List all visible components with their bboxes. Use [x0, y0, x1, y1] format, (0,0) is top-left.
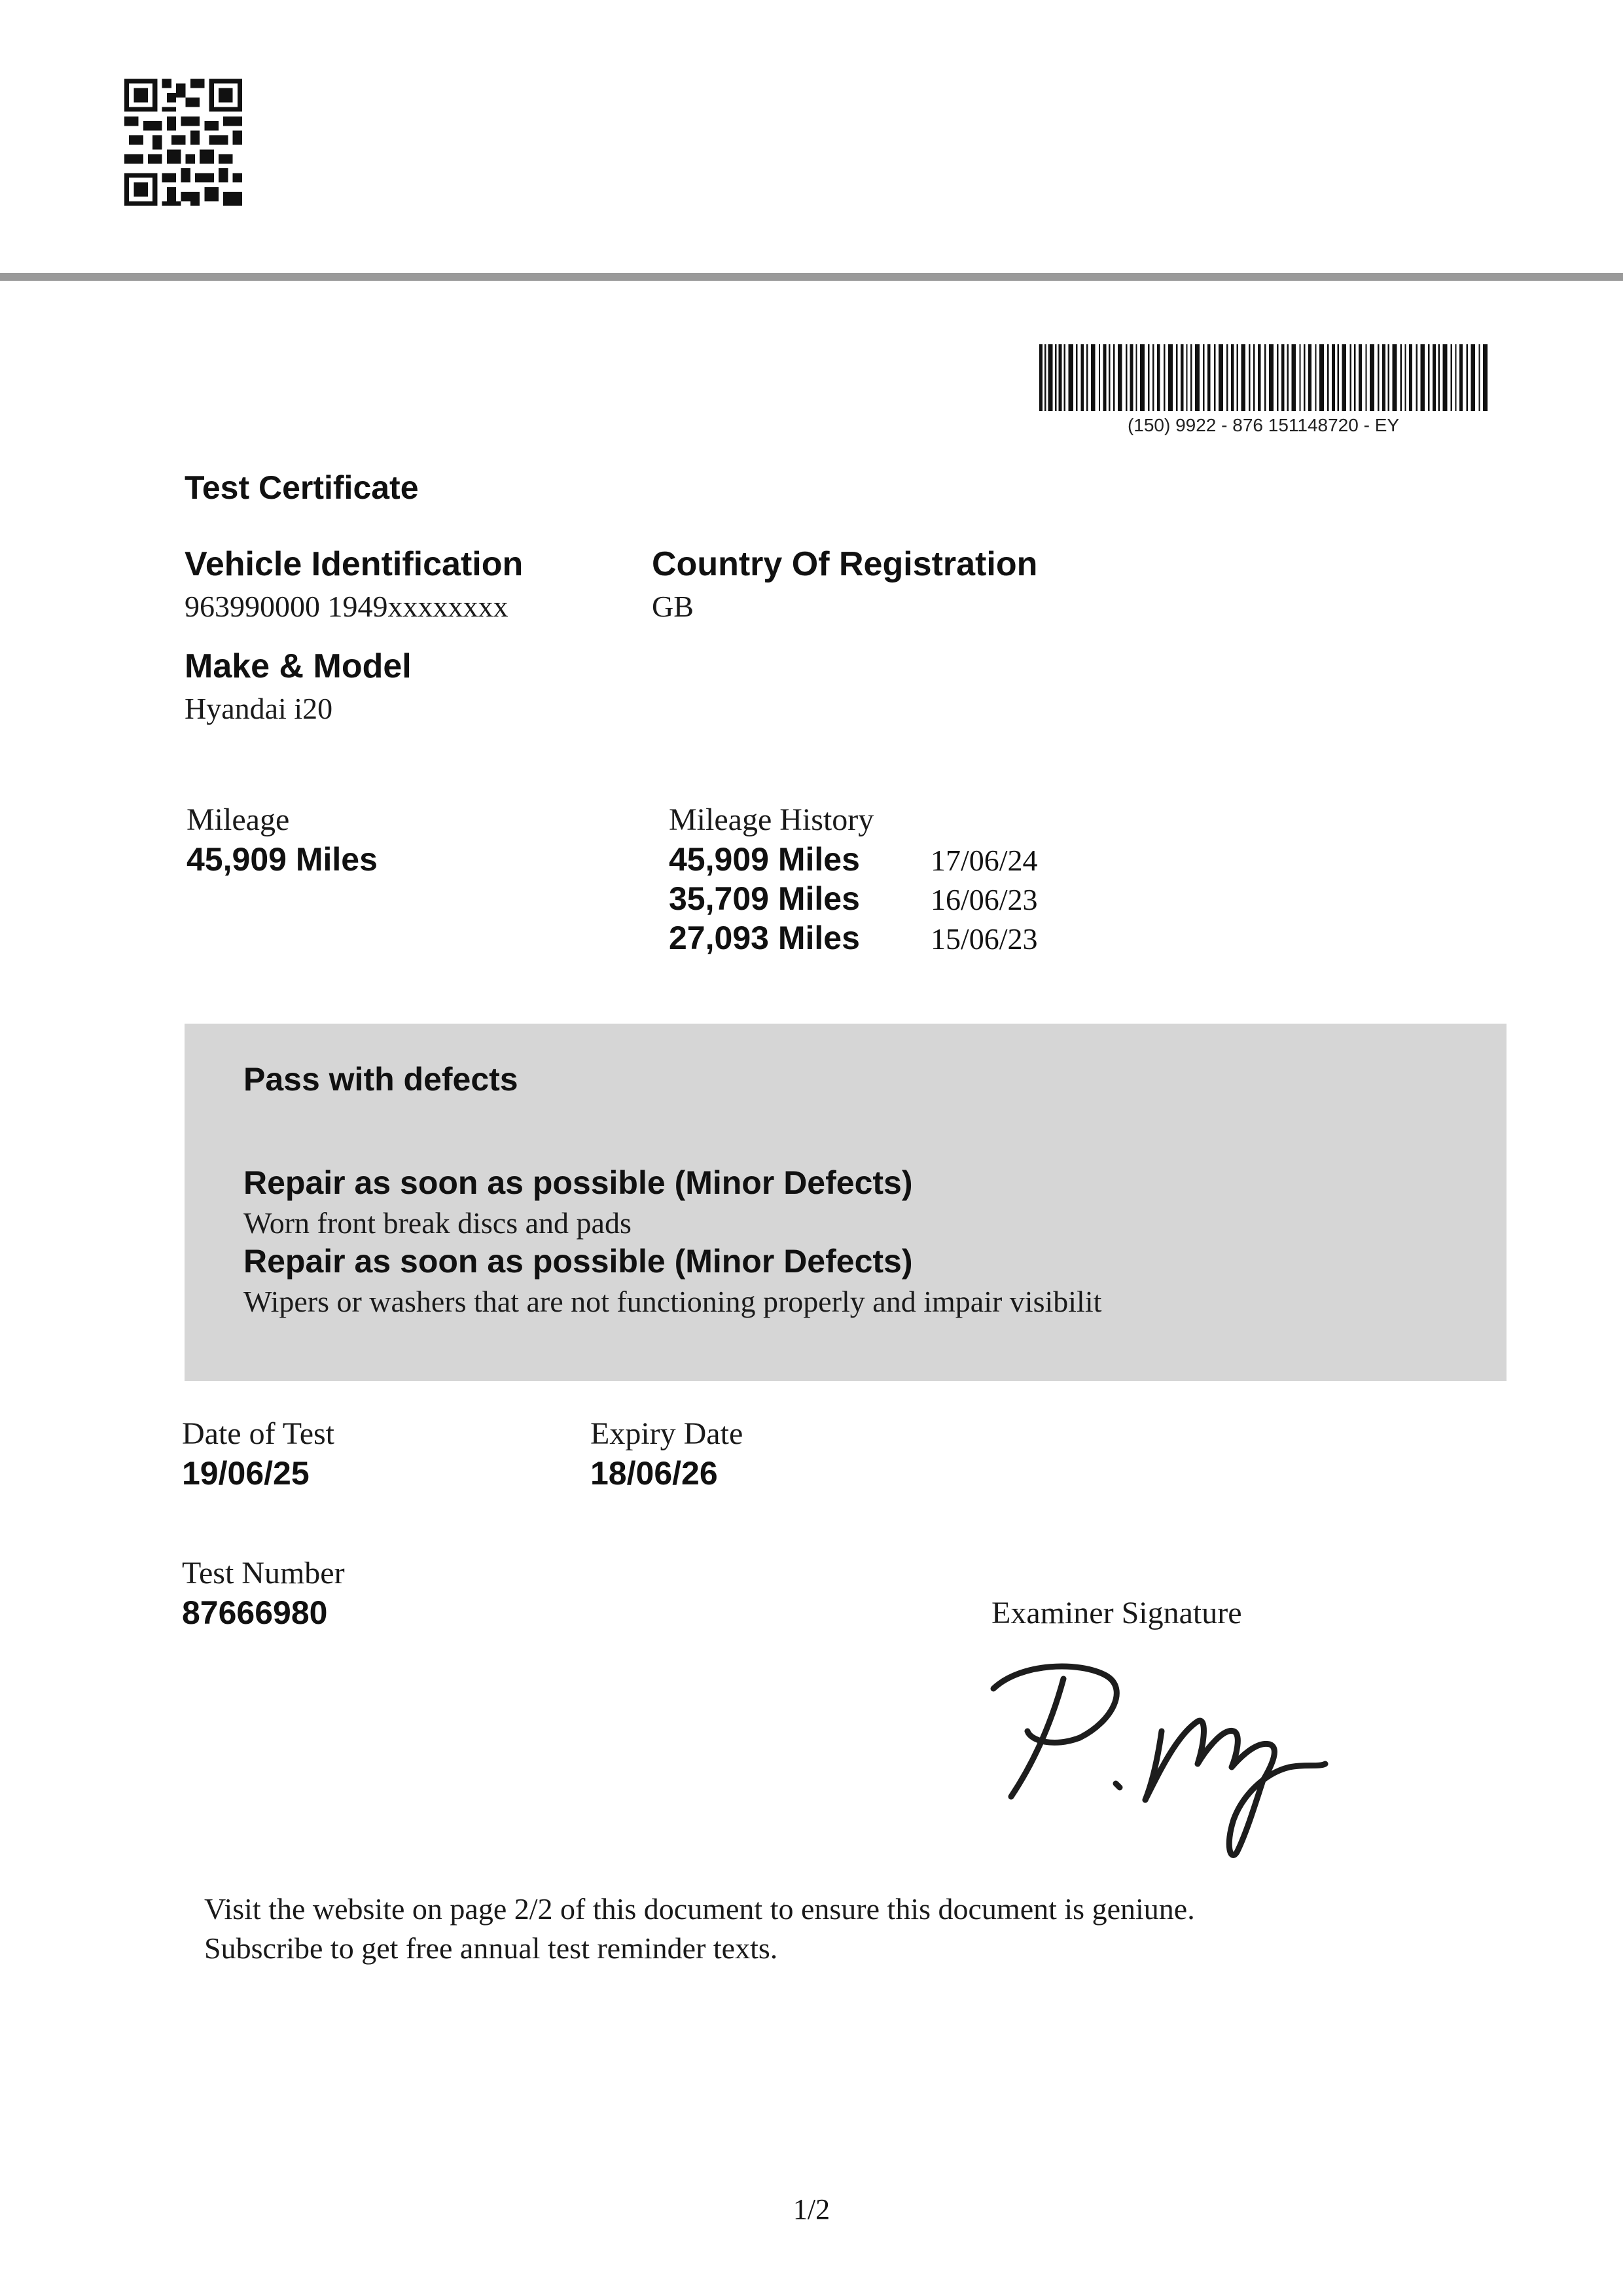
defect-description: Worn front break discs and pads	[243, 1206, 632, 1240]
vehicle-identification-value: 963990000 1949xxxxxxxx	[185, 590, 508, 623]
qr-code	[124, 79, 242, 206]
mileage-history-date: 17/06/24	[931, 844, 1038, 877]
expiry-date-value: 18/06/26	[590, 1455, 718, 1492]
test-number-value: 87666980	[182, 1594, 328, 1631]
date-of-test-value: 19/06/25	[182, 1455, 310, 1492]
mileage-history-date: 16/06/23	[931, 883, 1038, 916]
date-of-test-label: Date of Test	[182, 1416, 335, 1451]
test-result-status: Pass with defects	[243, 1061, 518, 1098]
vehicle-identification-label: Vehicle Identification	[185, 545, 524, 583]
mileage-label: Mileage	[187, 802, 290, 837]
barcode	[1039, 344, 1488, 411]
mileage-history-date: 15/06/23	[931, 922, 1038, 956]
mileage-history-miles: 27,093 Miles	[669, 920, 860, 956]
country-of-registration-label: Country Of Registration	[652, 545, 1038, 583]
make-model-value: Hyandai i20	[185, 692, 333, 725]
mileage-value: 45,909 Miles	[187, 841, 378, 878]
page-number: 1/2	[793, 2193, 830, 2225]
page-title: Test Certificate	[185, 469, 419, 506]
footer-subscribe-note: Subscribe to get free annual test reminder texts.	[204, 1931, 778, 1965]
examiner-signature	[982, 1649, 1348, 1865]
defect-description: Wipers or washers that are not functioning properly and impair visibilit	[243, 1285, 1102, 1318]
mileage-history-label: Mileage History	[669, 802, 874, 837]
expiry-date-label: Expiry Date	[590, 1416, 743, 1451]
defect-category: Repair as soon as possible (Minor Defects)	[243, 1164, 913, 1201]
barcode-number: (150) 9922 - 876 151148720 - EY	[1127, 415, 1400, 435]
mileage-history-row	[669, 880, 1038, 918]
make-model-label: Make & Model	[185, 647, 412, 685]
mileage-history-miles: 35,709 Miles	[669, 880, 860, 917]
mileage-history-miles: 45,909 Miles	[669, 841, 860, 878]
test-number-label: Test Number	[182, 1556, 345, 1590]
country-of-registration-value: GB	[652, 590, 694, 623]
header-divider	[0, 273, 1623, 281]
mileage-history-row	[669, 919, 1038, 957]
defect-category: Repair as soon as possible (Minor Defects)	[243, 1243, 913, 1280]
examiner-signature-label: Examiner Signature	[991, 1596, 1242, 1630]
mileage-history-row	[669, 840, 1038, 878]
footer-verify-note: Visit the website on page 2/2 of this document to ensure this document is geniune.	[204, 1892, 1195, 1926]
